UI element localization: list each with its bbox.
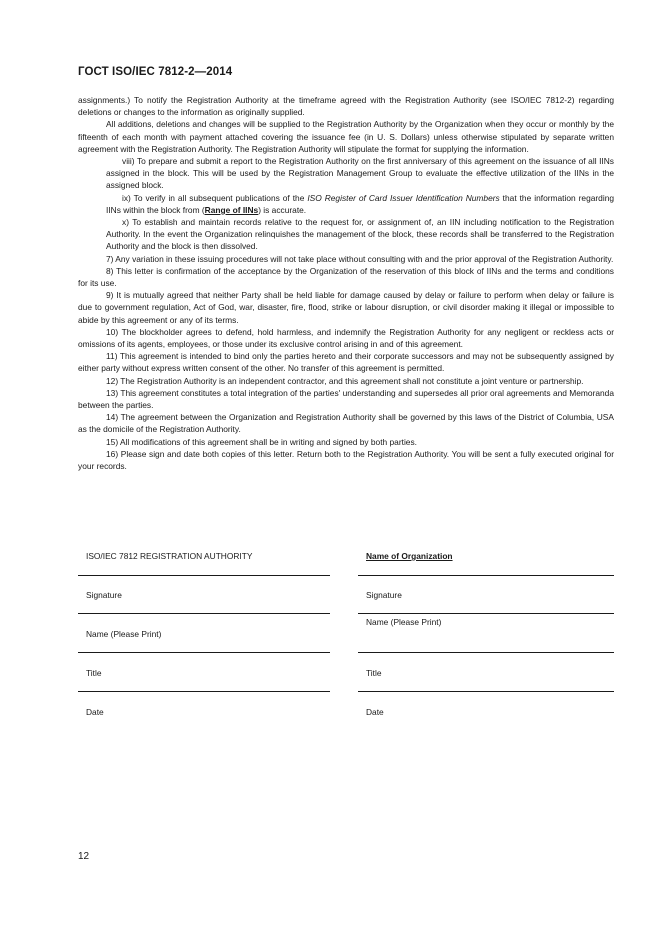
signature-line-right-4 bbox=[358, 691, 614, 692]
paragraph-15: 15) All modifications of this agreement shall be in writing and signed by both parties. bbox=[106, 436, 417, 447]
signature-label-left: Signature bbox=[86, 590, 122, 600]
signature-line-right-2 bbox=[358, 613, 614, 614]
paragraph-x: x) To establish and maintain records relative to the request for, or assignment of, an IIN including notification to the Registration Authority. In the event the Organization relinquishes the management of the block, these records shall be transferred to the Registration Authority and the block is then dissolved. bbox=[106, 217, 614, 252]
document-body bbox=[78, 94, 614, 472]
paragraph-12: 12) The Registration Authority is an independent contractor, and this agreement shall not constitute a joint venture or partnership. bbox=[106, 375, 584, 386]
document-header: ГОСТ ISO/IEC 7812-2—2014 bbox=[78, 66, 233, 78]
paragraph-additions: All additions, deletions and changes will be supplied to the Registration Authority by the Organization when they occur or monthly by the fifteenth of each month with payment attached covering the issuance fee (in U. S. Dollars) unless otherwise stipulated by separate written agreement with the Registration Authority. The Registration Authority will stipulate the format for supplying the information. bbox=[78, 119, 614, 154]
paragraph-continued: assignments.) To notify the Registration Authority at the timeframe agreed with the Registration Authority (see ISO/IEC 7812-2) regarding deletions or changes to the information as originally supplied. bbox=[78, 95, 614, 118]
paragraph-ix-text-c: ) is accurate. bbox=[258, 204, 307, 215]
page-number: 12 bbox=[78, 851, 90, 862]
signature-line-right-3 bbox=[358, 652, 614, 653]
date-label-right: Date bbox=[366, 707, 384, 717]
name-print-label-left: Name (Please Print) bbox=[86, 629, 162, 639]
paragraph-7: 7) Any variation in these issuing procedures will not take place without consulting with and the prior approval of the Registration Authority. bbox=[106, 253, 614, 264]
organization-name-heading: Name of Organization bbox=[366, 551, 453, 561]
paragraph-16: 16) Please sign and date both copies of this letter. Return both to the Registration Authority. You will be sent a fully executed original for your records. bbox=[78, 448, 614, 472]
paragraph-ix-text-a: ix) To verify in all subsequent publications of the bbox=[122, 192, 308, 203]
registration-authority-heading: ISO/IEC 7812 REGISTRATION AUTHORITY bbox=[86, 551, 253, 561]
paragraph-13: 13) This agreement constitutes a total integration of the parties' understanding and supersedes all prior oral agreements and Memoranda between the parties. bbox=[78, 387, 614, 411]
paragraph-ix bbox=[78, 192, 614, 216]
paragraph-14: 14) The agreement between the Organization and Registration Authority shall be governed by this laws of the District of Columbia, USA as the domicile of the Registration Authority. bbox=[78, 412, 614, 435]
signature-line-left-2 bbox=[78, 613, 330, 614]
signature-label-right: Signature bbox=[366, 590, 402, 600]
paragraph-10: 10) The blockholder agrees to defend, hold harmless, and indemnify the Registration Authority for any negligent or reckless acts or omissions of its agents, employees, or those under its exclusive control arising in and of this agreement. bbox=[78, 326, 614, 350]
date-label-left: Date bbox=[86, 707, 104, 717]
paragraph-9: 9) It is mutually agreed that neither Party shall be held liable for damage caused by delay or failure to perform when delay or failure is due to government regulation, Act of God, war, disaster, fire, flood, strike or labour disruption, or civil disorder making it illegal or impossible to abide by this agreement or any of its terms. bbox=[78, 290, 614, 325]
signature-line-left-1 bbox=[78, 575, 330, 576]
signature-line-right-1 bbox=[358, 575, 614, 576]
paragraph-ix-text-b: that the information regarding IINs within the block from ( bbox=[106, 192, 615, 215]
title-label-right: Title bbox=[366, 668, 382, 678]
name-print-label-right: Name (Please Print) bbox=[366, 617, 442, 627]
signature-line-left-4 bbox=[78, 691, 330, 692]
paragraph-11: 11) This agreement is intended to bind only the parties hereto and their corporate successors and may not be subsequently assigned by either party without express written consent of the other. No transfer of this agreement is permitted. bbox=[78, 351, 614, 374]
paragraph-viii: viii) To prepare and submit a report to the Registration Authority on the first anniversary of this agreement on the issuance of all IINs assigned in the block. This will be used by the Registration Management Group to evaluate the effective utilization of the IINs in the assigned block. bbox=[106, 156, 614, 191]
register-title: ISO Register of Card Issuer Identification Numbers bbox=[307, 192, 500, 203]
signature-line-left-3 bbox=[78, 652, 330, 653]
paragraph-8: 8) This letter is confirmation of the acceptance by the Organization of the reservation of this block of IINs and the terms and conditions for its use. bbox=[78, 265, 614, 289]
range-of-iins: Range of IINs bbox=[204, 204, 259, 215]
title-label-left: Title bbox=[86, 668, 102, 678]
